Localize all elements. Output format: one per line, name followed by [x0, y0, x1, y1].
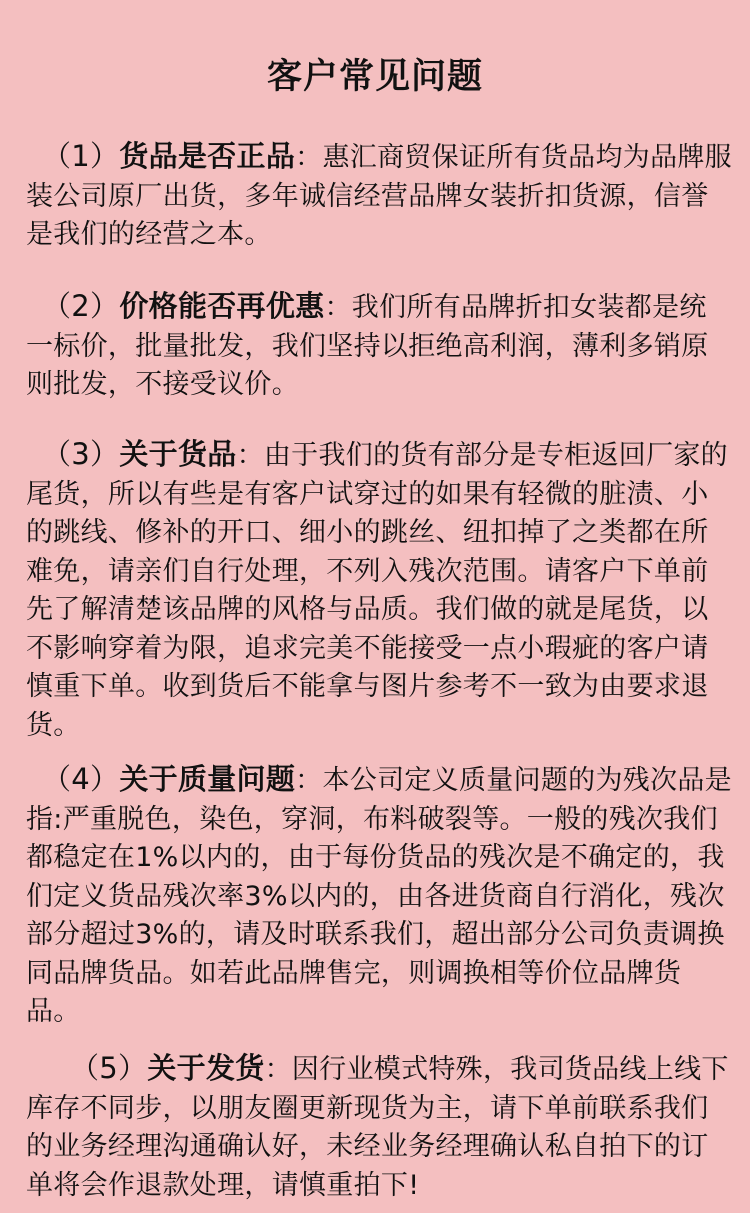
faq-question: 关于货品 — [119, 437, 237, 471]
faq-answer: 因行业模式特殊，我司货品线上线下库存不同步，以朋友圈更新现货为主，请下单前联系我们的业务经理沟通确认好，未经业务经理确认私自拍下的订单将会作退款处理，请慎重拍下! — [26, 1054, 729, 1201]
faq-question: 货品是否正品 — [119, 139, 296, 173]
faq-number: （3） — [42, 437, 120, 471]
faq-answer: 惠汇商贸保证所有货品均为品牌服装公司原厂出货，多年诚信经营品牌女装折扣货源，信誉是我们的经营之本。 — [26, 142, 732, 250]
faq-item-genuine — [26, 137, 732, 255]
faq-number: （5） — [70, 1051, 148, 1085]
faq-separator: ： — [264, 1054, 292, 1085]
faq-separator: ： — [324, 292, 352, 323]
faq-answer: 本公司定义质量问题的为残次品是指:严重脱色，染色，穿洞，布料破裂等。一般的残次我们都稳定在1%以内的，由于每份货品的残次是不确定的，我们定义货品残次率3%以内的，由各进货商自行消化，残次部分超过3%的，请及时联系我们，超出部分公司负责调换同品牌货品。如若此品牌售完，则调换相等价位品牌货品。 — [26, 765, 732, 1027]
faq-question: 关于发货 — [147, 1051, 265, 1085]
faq-answer: 我们所有品牌折扣女装都是统一标价，批量批发，我们坚持以拒绝高利润，薄利多销原则批发，不接受议价。 — [26, 292, 709, 400]
faq-separator: ： — [295, 765, 323, 796]
faq-question: 关于质量问题 — [119, 762, 296, 796]
faq-number: （4） — [42, 762, 120, 796]
faq-number: （1） — [42, 139, 120, 173]
faq-item-quality — [26, 760, 732, 1032]
faq-item-shipping — [26, 1049, 732, 1205]
faq-question: 价格能否再优惠 — [119, 289, 325, 323]
faq-separator: ： — [295, 142, 323, 173]
faq-number: （2） — [42, 289, 120, 323]
page-title: 客户常见问题 — [266, 57, 483, 97]
faq-item-goods — [26, 435, 732, 745]
faq-item-discount — [26, 287, 732, 405]
faq-separator: ： — [236, 440, 264, 471]
faq-answer: 由于我们的货有部分是专柜返回厂家的尾货，所以有些是有客户试穿过的如果有轻微的脏渍、小的跳线、修补的开口、细小的跳丝、纽扣掉了之类都在所难免，请亲们自行处理，不列入残次范围。请客户下单前先了解清楚该品牌的风格与品质。我们做的就是尾货，以不影响穿着为限，追求完美不能接受一点小瑕疵的客户请慎重下单。收到货后不能拿与图片参考不一致为由要求退货。 — [26, 440, 728, 741]
